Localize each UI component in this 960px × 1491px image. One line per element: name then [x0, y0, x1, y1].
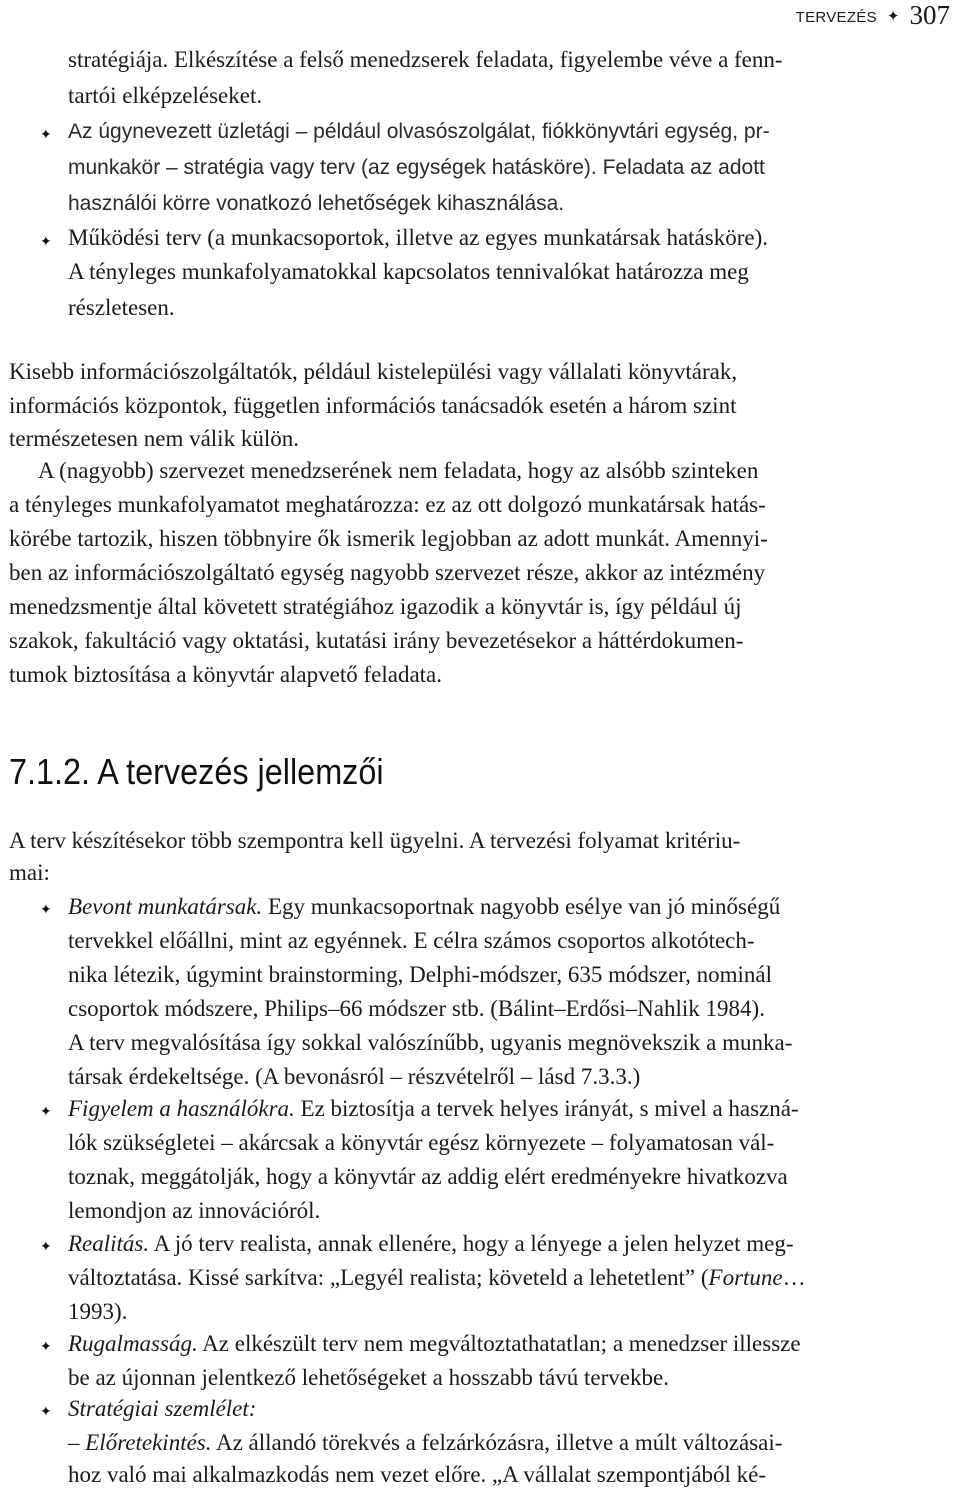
text-line: A terv megvalósítása így sokkal valószínűbb, ugyanis megnövekszik a munka- — [68, 1030, 793, 1055]
text-line: toznak, meggátolják, hogy a könyvtár az addig elért eredményekre hivatkozva — [68, 1164, 788, 1189]
term-label: Bevont munkatársak. — [68, 894, 263, 919]
list-item-bevont: Bevont munkatársak. Egy munkacsoportnak nagyobb esélye van jó minőségű — [68, 894, 781, 919]
text-line: A tényleges munkafolyamatokkal kapcsolatos tennivalókat határozza meg — [68, 259, 749, 284]
text-line: munkakör – stratégia vagy terv (az egységek hatásköre). Feladata az adott — [68, 156, 765, 179]
bullet-star-icon: ✦ — [40, 1240, 52, 1255]
sub-item-eloretekintes: – Előretekintés. Az állandó törekvés a felzárkózásra, illetve a múlt változásai- — [68, 1430, 783, 1455]
text-line: menedzsmentje által követett stratégiához igazodik a könyvtár is, így például új — [9, 594, 742, 619]
text-line: Az úgynevezett üzletági – például olvasószolgálat, fiókkönyvtári egység, pr- — [68, 120, 770, 143]
list-item-figyelem: Figyelem a használókra. Ez biztosítja a tervek helyes irányát, s mivel a haszná- — [68, 1096, 799, 1121]
text-line: lemondjon az innovációról. — [68, 1198, 321, 1223]
section-heading — [9, 750, 384, 794]
text-line: használói körre vonatkozó lehetőségek kihasználása. — [68, 192, 565, 215]
bullet-star-icon: ✦ — [40, 1105, 52, 1120]
text-line: mai: — [9, 860, 50, 885]
text-line: tumok biztosítása a könyvtár alapvető feladata. — [9, 662, 443, 687]
text-line: be az újonnan jelentkező lehetőségeket a hosszabb távú tervekbe. — [68, 1365, 669, 1390]
page-number: 307 — [909, 0, 950, 30]
text-line: A terv készítésekor több szempontra kell ügyelni. A tervezési folyamat kritériu- — [9, 828, 741, 853]
bullet-star-icon: ✦ — [40, 1405, 52, 1420]
list-item-rugalmassag: Rugalmasság. Az elkészült terv nem megváltoztathatatlan; a menedzser illessze — [68, 1331, 801, 1356]
section-number: 7.1.2. — [9, 751, 91, 792]
text-line: csoportok módszere, Philips–66 módszer stb. (Bálint–Erdősi–Nahlik 1984). — [68, 996, 765, 1021]
bullet-star-icon: ✦ — [40, 128, 52, 143]
section-title: A tervezés jellemzői — [97, 751, 384, 792]
bullet-star-icon: ✦ — [40, 903, 52, 918]
text-line: tervekkel előállni, mint az egyénnek. E célra számos csoportos alkotótech- — [68, 928, 755, 953]
text-line: a tényleges munkafolyamatot meghatározza: ez az ott dolgozó munkatársak hatás- — [9, 492, 766, 517]
text-line: változtatása. Kissé sarkítva: „Legyél realista; követeld a lehetetlent” (Fortune… — [68, 1265, 806, 1290]
text-line: Működési terv (a munkacsoportok, illetve az egyes munkatársak hatásköre). — [68, 225, 768, 250]
text-line: természetesen nem válik külön. — [9, 426, 299, 451]
bullet-star-icon: ✦ — [40, 1340, 52, 1355]
text-line: szakok, fakultáció vagy oktatási, kutatási irány bevezetésekor a háttérdokumen- — [9, 628, 744, 653]
term-label: Realitás. — [68, 1231, 150, 1256]
running-header — [796, 0, 950, 36]
term-label: Rugalmasság. — [68, 1331, 198, 1356]
bullet-star-icon: ✦ — [40, 235, 52, 250]
text-line: hoz való mai alkalmazkodás nem vezet előre. „A vállalat szempontjából ké- — [68, 1462, 767, 1487]
text-line: 1993). — [68, 1299, 128, 1324]
text-line: lók szükségletei – akárcsak a könyvtár egész környezete – folyamatosan vál- — [68, 1130, 775, 1155]
text-line: társak érdekeltsége. (A bevonásról – részvételről – lásd 7.3.3.) — [68, 1064, 641, 1089]
list-item-realitas: Realitás. A jó terv realista, annak ellenére, hogy a lényege a jelen helyzet meg- — [68, 1231, 794, 1256]
list-item-strategiai: Stratégiai szemlélet: — [68, 1396, 257, 1421]
text-line: ben az információszolgáltató egység nagyobb szervezet része, akkor az intézmény — [9, 560, 766, 585]
term-label: Előretekintés. — [85, 1430, 212, 1455]
header-chapter-title: TERVEZÉS — [795, 9, 877, 26]
header-star-icon: ✦ — [886, 8, 900, 25]
text-line: nika létezik, úgymint brainstorming, Delphi-módszer, 635 módszer, nominál — [68, 962, 772, 987]
text-line: Kisebb információszolgáltatók, például kistelepülési vagy vállalati könyvtárak, — [9, 359, 738, 384]
text-line: tartói elképzeléseket. — [68, 83, 263, 108]
text-line: részletesen. — [68, 295, 175, 320]
text-line: információs központok, független információs tanácsadók esetén a három szint — [9, 393, 737, 418]
citation-title: Fortune — [708, 1265, 783, 1290]
text-line: stratégiája. Elkészítése a felső menedzserek feladata, figyelembe véve a fenn- — [68, 47, 783, 72]
term-label: Figyelem a használókra. — [68, 1096, 295, 1121]
text-line: A (nagyobb) szervezet menedzserének nem feladata, hogy az alsóbb szinteken — [38, 458, 759, 483]
text-line: körébe tartozik, hiszen többnyire ők ismerik legjobban az adott munkát. Amennyi- — [9, 526, 768, 551]
